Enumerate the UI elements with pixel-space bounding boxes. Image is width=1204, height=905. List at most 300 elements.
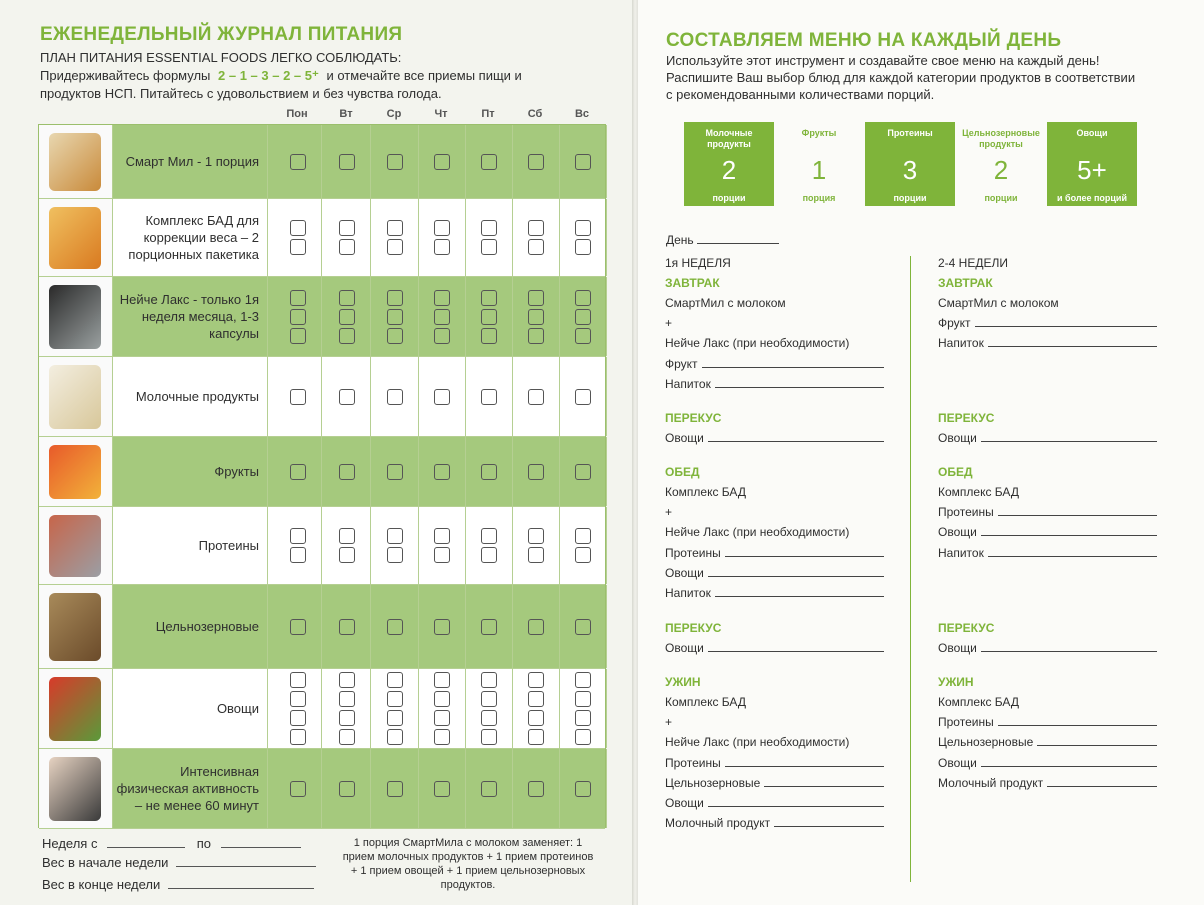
meal-checkbox[interactable]: [434, 239, 450, 255]
meal-checkbox[interactable]: [528, 729, 544, 745]
menu-entry-input[interactable]: [725, 547, 884, 557]
menu-item: [938, 641, 1157, 655]
weekly-log-table: [38, 124, 606, 828]
day-cell: [418, 669, 466, 748]
row-label: Молочные продукты: [113, 357, 268, 436]
day-cell: [418, 437, 466, 506]
portion-tile: [865, 122, 955, 206]
meal-checkbox[interactable]: [339, 389, 355, 405]
menu-item-text: СмартМил с молоком: [938, 296, 1059, 310]
meal-checkbox[interactable]: [290, 729, 306, 745]
day-cell: [323, 585, 371, 668]
menu-entry-input[interactable]: [715, 587, 884, 597]
tile-label: Овощи: [1076, 128, 1108, 138]
meal-checkbox[interactable]: [339, 328, 355, 344]
meal-checkbox[interactable]: [481, 220, 497, 236]
menu-item-text: Цельнозерновые: [665, 775, 761, 790]
meal-checkbox[interactable]: [481, 710, 497, 726]
meal-checkbox[interactable]: [290, 389, 306, 405]
meal-checkbox[interactable]: [387, 781, 403, 797]
meal-checkbox[interactable]: [387, 239, 403, 255]
menu-item-text: СмартМил с молоком: [665, 296, 786, 310]
meal-checkbox[interactable]: [339, 290, 355, 306]
menu-entry-input[interactable]: [774, 817, 884, 827]
meal-checkbox[interactable]: [339, 781, 355, 797]
meal-checkbox[interactable]: [528, 309, 544, 325]
menu-entry-input[interactable]: [708, 432, 884, 442]
meal-checkbox[interactable]: [575, 781, 591, 797]
meal-checkbox[interactable]: [339, 309, 355, 325]
tile-label: Цельнозерновые продукты: [962, 128, 1040, 149]
menu-item-text: Комплекс БАД: [665, 695, 746, 709]
meal-checkbox[interactable]: [575, 547, 591, 563]
menu-entry-input[interactable]: [708, 642, 884, 652]
meal-checkbox[interactable]: [434, 781, 450, 797]
meal-checkbox[interactable]: [339, 729, 355, 745]
week-heading: [938, 256, 1008, 270]
menu-entry-input[interactable]: [981, 526, 1157, 536]
product-photo: [39, 357, 113, 436]
meal-checkbox[interactable]: [387, 710, 403, 726]
menu-item: [938, 715, 1157, 729]
row-label: Смарт Мил - 1 порция: [113, 125, 268, 198]
meal-section-title: [938, 276, 993, 290]
day-cell: [465, 277, 513, 356]
product-photo: [39, 125, 113, 198]
tile-unit: порции: [984, 193, 1018, 203]
meal-checkbox[interactable]: [528, 239, 544, 255]
menu-item-text: +: [665, 715, 673, 730]
page-title: ЕЖЕНЕДЕЛЬНЫЙ ЖУРНАЛ ПИТАНИЯ: [40, 24, 403, 45]
menu-item: [938, 336, 1157, 350]
menu-entry-input[interactable]: [708, 797, 884, 807]
menu-item: [938, 776, 1157, 790]
meal-checkbox[interactable]: [575, 619, 591, 635]
menu-item-text: Цельнозерновые: [938, 735, 1034, 750]
weight-end-input[interactable]: [168, 877, 314, 889]
meal-checkbox[interactable]: [528, 528, 544, 544]
menu-item-text: Нейче Лакс (при необходимости): [665, 735, 850, 750]
day-cell: [371, 507, 419, 584]
meal-checkbox[interactable]: [290, 154, 306, 170]
menu-item: [938, 505, 1157, 519]
plan-subtitle: ПЛАН ПИТАНИЯ ESSENTIAL FOODS ЛЕГКО СОБЛЮДАТЬ:: [40, 50, 402, 65]
menu-item: [665, 715, 672, 729]
meal-checkbox[interactable]: [290, 547, 306, 563]
day-label: День: [666, 233, 694, 247]
meal-section-title: [665, 411, 721, 425]
meal-checkbox[interactable]: [339, 619, 355, 635]
meal-checkbox[interactable]: [339, 528, 355, 544]
day-cell: [465, 125, 513, 198]
meal-checkbox[interactable]: [575, 328, 591, 344]
day-cell: [559, 125, 607, 198]
product-image: [49, 515, 101, 577]
meal-section-title: [665, 465, 700, 479]
row-label: Протеины: [113, 507, 268, 584]
menu-item-text: Протеины: [938, 715, 994, 730]
meal-checkbox[interactable]: [528, 154, 544, 170]
menu-item: [665, 431, 884, 445]
meal-checkbox[interactable]: [387, 547, 403, 563]
meal-checkbox[interactable]: [434, 220, 450, 236]
day-cell: [512, 669, 560, 748]
menu-entry-input[interactable]: [988, 547, 1157, 557]
day-cell: [323, 357, 371, 436]
product-photo: [39, 277, 113, 356]
meal-checkbox[interactable]: [434, 710, 450, 726]
meal-checkbox[interactable]: [528, 290, 544, 306]
week-to-input[interactable]: [221, 836, 301, 848]
menu-item: [938, 735, 1157, 749]
menu-entry-input[interactable]: [764, 777, 884, 787]
day-cell: [418, 199, 466, 276]
meal-checkbox[interactable]: [387, 290, 403, 306]
week-range-field: [42, 836, 301, 851]
day-cell: [559, 507, 607, 584]
day-cell: [512, 507, 560, 584]
week-from-label: Неделя с: [42, 836, 98, 851]
meal-checkbox[interactable]: [339, 154, 355, 170]
meal-checkbox[interactable]: [481, 389, 497, 405]
meal-checkbox[interactable]: [290, 710, 306, 726]
meal-checkbox[interactable]: [434, 309, 450, 325]
menu-item-text: Фрукт: [938, 316, 971, 331]
menu-item-text: Овощи: [938, 431, 977, 445]
tile-label: Протеины: [887, 128, 933, 138]
meal-checkbox[interactable]: [339, 691, 355, 707]
meal-checkbox[interactable]: [290, 619, 306, 635]
log-row: [39, 357, 605, 437]
menu-item: [665, 377, 884, 391]
menu-item: [665, 756, 884, 770]
meal-checkbox[interactable]: [575, 710, 591, 726]
column-divider: [910, 256, 911, 882]
meal-checkbox[interactable]: [528, 710, 544, 726]
menu-item-text: Овощи: [665, 431, 704, 445]
menu-item-text: Напиток: [938, 336, 984, 351]
meal-checkbox[interactable]: [575, 464, 591, 480]
meal-section-title: [665, 276, 720, 290]
meal-checkbox[interactable]: [481, 781, 497, 797]
day-cell: [559, 669, 607, 748]
menu-item: [938, 316, 1157, 330]
meal-checkbox[interactable]: [481, 672, 497, 688]
day-cell: [512, 437, 560, 506]
log-row: [39, 437, 605, 507]
row-label: Цельнозерновые: [113, 585, 268, 668]
product-image: [49, 593, 101, 661]
menu-entry-input[interactable]: [715, 378, 884, 388]
menu-item: [665, 796, 884, 810]
meal-checkbox[interactable]: [434, 729, 450, 745]
day-cell: [418, 507, 466, 584]
meal-checkbox[interactable]: [339, 220, 355, 236]
weight-start-label: Вес в начале недели: [42, 855, 169, 870]
meal-checkbox[interactable]: [481, 309, 497, 325]
meal-checkbox[interactable]: [290, 781, 306, 797]
meal-checkbox[interactable]: [339, 239, 355, 255]
meal-section-title: [938, 411, 994, 425]
day-cell: [274, 669, 322, 748]
meal-checkbox[interactable]: [575, 691, 591, 707]
meal-checkbox[interactable]: [575, 729, 591, 745]
menu-item-text: Напиток: [665, 586, 711, 600]
day-cell: [274, 437, 322, 506]
tile-number: 2: [721, 155, 737, 185]
meal-checkbox[interactable]: [575, 528, 591, 544]
week-from-input[interactable]: [107, 836, 185, 848]
portion-tile: [956, 122, 1046, 206]
menu-item: [665, 546, 884, 560]
meal-checkbox[interactable]: [339, 710, 355, 726]
week-heading-text: 2-4 НЕДЕЛИ: [938, 256, 1008, 270]
day-cell: [323, 199, 371, 276]
product-image: [49, 133, 101, 191]
meal-checkbox[interactable]: [387, 691, 403, 707]
meal-checkbox[interactable]: [434, 672, 450, 688]
meal-checkbox[interactable]: [290, 464, 306, 480]
meal-checkbox[interactable]: [575, 290, 591, 306]
meal-checkbox[interactable]: [339, 464, 355, 480]
meal-section-title-text: ОБЕД: [938, 465, 973, 479]
product-image: [49, 757, 101, 821]
meal-checkbox[interactable]: [481, 154, 497, 170]
meal-checkbox[interactable]: [528, 691, 544, 707]
meal-checkbox[interactable]: [481, 328, 497, 344]
meal-checkbox[interactable]: [290, 328, 306, 344]
menu-item-text: Овощи: [665, 565, 704, 580]
meal-section-title: [938, 675, 974, 689]
meal-checkbox[interactable]: [528, 619, 544, 635]
menu-entry-input[interactable]: [1047, 777, 1157, 787]
day-cell: [559, 357, 607, 436]
meal-checkbox[interactable]: [387, 389, 403, 405]
meal-checkbox[interactable]: [481, 547, 497, 563]
meal-checkbox[interactable]: [387, 729, 403, 745]
meal-checkbox[interactable]: [481, 691, 497, 707]
day-cell: [465, 437, 513, 506]
formula: 2 – 1 – 3 – 2 – 5⁺: [218, 68, 319, 83]
menu-item: [665, 641, 884, 655]
menu-entry-input[interactable]: [725, 757, 884, 767]
week-to-label: по: [196, 836, 211, 851]
meal-checkbox[interactable]: [434, 290, 450, 306]
day-cell: [465, 507, 513, 584]
meal-checkbox[interactable]: [434, 547, 450, 563]
menu-item-text: Овощи: [938, 755, 977, 770]
meal-section-title-text: ОБЕД: [665, 465, 700, 479]
meal-checkbox[interactable]: [387, 309, 403, 325]
day-cell: [371, 437, 419, 506]
product-image: [49, 445, 101, 499]
meal-section-title-text: ПЕРЕКУС: [665, 621, 722, 635]
day-cell: [371, 277, 419, 356]
meal-checkbox[interactable]: [528, 781, 544, 797]
meal-checkbox[interactable]: [387, 528, 403, 544]
meal-checkbox[interactable]: [481, 729, 497, 745]
meal-section-title-text: УЖИН: [665, 675, 701, 689]
meal-checkbox[interactable]: [528, 328, 544, 344]
menu-item: [665, 505, 672, 519]
day-cell: [512, 277, 560, 356]
portion-tile: [1047, 122, 1137, 206]
day-cell: [418, 749, 466, 828]
meal-checkbox[interactable]: [339, 672, 355, 688]
menu-entry-input[interactable]: [988, 337, 1157, 347]
day-cell: [512, 357, 560, 436]
meal-checkbox[interactable]: [290, 290, 306, 306]
meal-checkbox[interactable]: [528, 389, 544, 405]
weight-start-input[interactable]: [176, 855, 316, 867]
weight-start-field: [42, 855, 316, 870]
row-label: Комплекс БАД для коррекции веса – 2 порционных пакетика: [113, 199, 268, 276]
menu-entry-input[interactable]: [708, 567, 884, 577]
menu-entry-input[interactable]: [998, 716, 1157, 726]
log-row: [39, 277, 605, 357]
meal-checkbox[interactable]: [434, 328, 450, 344]
menu-entry-input[interactable]: [981, 642, 1157, 652]
menu-item-text: Комплекс БАД: [938, 695, 1019, 709]
day-cell: [512, 749, 560, 828]
menu-item-text: Комплекс БАД: [938, 485, 1019, 499]
day-cell: [323, 749, 371, 828]
meal-checkbox[interactable]: [575, 672, 591, 688]
day-cell: [512, 125, 560, 198]
meal-checkbox[interactable]: [434, 154, 450, 170]
day-cell: [274, 125, 322, 198]
menu-entry-input[interactable]: [981, 432, 1157, 442]
meal-checkbox[interactable]: [575, 309, 591, 325]
meal-checkbox[interactable]: [575, 239, 591, 255]
menu-item-text: Овощи: [665, 796, 704, 810]
meal-checkbox[interactable]: [434, 528, 450, 544]
meal-checkbox[interactable]: [290, 239, 306, 255]
menu-entry-input[interactable]: [998, 506, 1157, 516]
formula-suffix: и отмечайте все приемы пищи и: [326, 68, 522, 83]
tile-number: 1: [811, 155, 827, 185]
meal-checkbox[interactable]: [575, 389, 591, 405]
day-field: [666, 233, 779, 247]
menu-item-text: Напиток: [938, 545, 984, 560]
meal-checkbox[interactable]: [387, 672, 403, 688]
meal-checkbox[interactable]: [481, 528, 497, 544]
meal-checkbox[interactable]: [434, 464, 450, 480]
menu-item-text: Протеины: [665, 755, 721, 770]
meal-checkbox[interactable]: [481, 464, 497, 480]
tile-unit: порции: [893, 193, 927, 203]
day-header: Пт: [481, 108, 495, 120]
meal-checkbox[interactable]: [387, 154, 403, 170]
product-image: [49, 207, 101, 269]
log-row: [39, 125, 605, 199]
menu-item: [665, 357, 884, 371]
day-cell: [371, 357, 419, 436]
day-header: Чт: [434, 108, 448, 120]
meal-checkbox[interactable]: [434, 619, 450, 635]
row-label: Овощи: [113, 669, 268, 748]
day-header: Пон: [286, 108, 308, 120]
meal-checkbox[interactable]: [434, 691, 450, 707]
meal-checkbox[interactable]: [290, 672, 306, 688]
product-image: [49, 677, 101, 741]
day-cell: [465, 669, 513, 748]
menu-item: [665, 525, 849, 539]
day-input[interactable]: [697, 234, 779, 244]
day-cell: [274, 277, 322, 356]
meal-section-title: [938, 621, 994, 635]
product-photo: [39, 507, 113, 584]
menu-item: [665, 316, 672, 330]
menu-entry-input[interactable]: [981, 757, 1157, 767]
day-cell: [465, 585, 513, 668]
meal-checkbox[interactable]: [387, 220, 403, 236]
day-cell: [371, 199, 419, 276]
meal-section-title-text: ЗАВТРАК: [938, 276, 993, 290]
meal-checkbox[interactable]: [290, 691, 306, 707]
plan-instruction: продуктов НСП. Питайтесь с удовольствием и без чувства голода.: [40, 86, 442, 101]
menu-entry-input[interactable]: [1037, 736, 1157, 746]
day-cell: [371, 669, 419, 748]
meal-checkbox[interactable]: [528, 220, 544, 236]
weight-end-field: [42, 877, 314, 892]
meal-checkbox[interactable]: [481, 619, 497, 635]
day-cell: [323, 669, 371, 748]
day-cell: [418, 277, 466, 356]
log-row: [39, 585, 605, 669]
menu-item: [665, 695, 746, 709]
menu-entry-input[interactable]: [975, 317, 1157, 327]
meal-checkbox[interactable]: [387, 328, 403, 344]
meal-section-title: [665, 621, 721, 635]
meal-checkbox[interactable]: [575, 154, 591, 170]
meal-section-title: [665, 675, 701, 689]
meal-checkbox[interactable]: [290, 220, 306, 236]
tile-number: 2: [993, 155, 1009, 185]
menu-item-text: Фрукт: [665, 356, 698, 371]
row-label: Нейче Лакс - только 1я неделя месяца, 1-3 капсулы: [113, 277, 268, 356]
day-cell: [371, 585, 419, 668]
menu-item: [938, 756, 1157, 770]
meal-checkbox[interactable]: [387, 464, 403, 480]
meal-checkbox[interactable]: [481, 239, 497, 255]
day-header: Вс: [574, 108, 590, 120]
meal-checkbox[interactable]: [575, 220, 591, 236]
right-page: [638, 0, 1204, 905]
meal-checkbox[interactable]: [434, 389, 450, 405]
meal-checkbox[interactable]: [528, 464, 544, 480]
menu-entry-input[interactable]: [702, 358, 884, 368]
meal-checkbox[interactable]: [481, 290, 497, 306]
day-cell: [274, 585, 322, 668]
meal-checkbox[interactable]: [290, 309, 306, 325]
day-cell: [323, 125, 371, 198]
meal-checkbox[interactable]: [528, 672, 544, 688]
day-cell: [371, 749, 419, 828]
menu-item-text: Овощи: [938, 641, 977, 655]
formula-line: [40, 68, 522, 84]
meal-checkbox[interactable]: [528, 547, 544, 563]
meal-checkbox[interactable]: [290, 528, 306, 544]
meal-section-title-text: ПЕРЕКУС: [938, 411, 995, 425]
log-row: [39, 507, 605, 585]
day-cell: [465, 199, 513, 276]
day-cell: [274, 507, 322, 584]
meal-checkbox[interactable]: [387, 619, 403, 635]
log-row: [39, 669, 605, 749]
menu-item: [938, 296, 1059, 310]
meal-checkbox[interactable]: [339, 547, 355, 563]
